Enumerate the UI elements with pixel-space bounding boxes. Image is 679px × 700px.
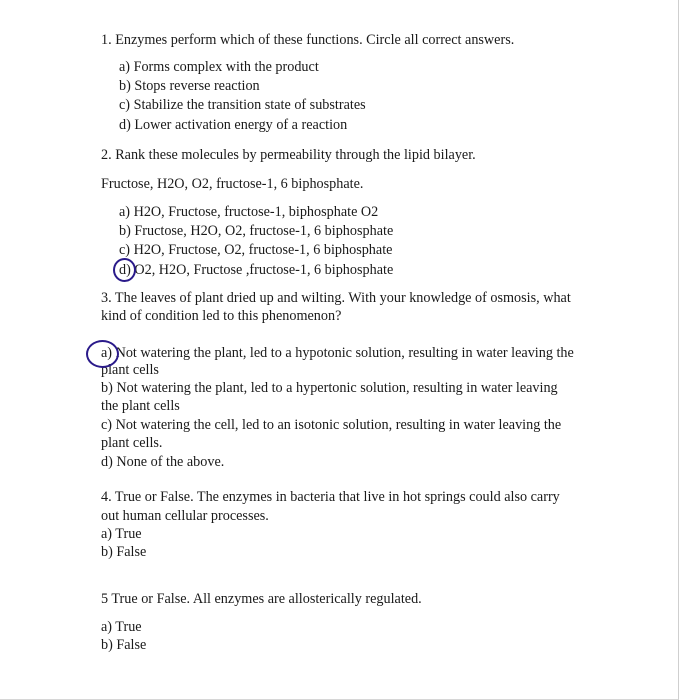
q1-option-c: c) Stabilize the transition state of substrates: [119, 97, 366, 113]
q3-option-c-line1: c) Not watering the cell, led to an isotonic solution, resulting in water leaving the: [101, 417, 562, 433]
q3-question-line1: 3. The leaves of plant dried up and wilting. With your knowledge of osmosis, what: [101, 290, 571, 306]
q2-option-c: c) H2O, Fructose, O2, fructose-1, 6 biphosphate: [119, 242, 393, 258]
handwritten-circle-q3-a: [86, 340, 119, 368]
q4-option-b: b) False: [101, 544, 147, 560]
q5-question: 5 True or False. All enzymes are allosterically regulated.: [101, 591, 422, 607]
handwritten-circle-q2-d: [113, 258, 136, 282]
q2-option-a: a) H2O, Fructose, fructose-1, biphosphate O2: [119, 204, 379, 220]
q1-question: 1. Enzymes perform which of these functions. Circle all correct answers.: [101, 32, 515, 48]
q3-option-b-line2: the plant cells: [101, 398, 180, 414]
q2-option-d: d) O2, H2O, Fructose ,fructose-1, 6 biphosphate: [119, 262, 394, 278]
q5-option-b: b) False: [101, 637, 147, 653]
q4-question-line1: 4. True or False. The enzymes in bacteria that live in hot springs could also carry: [101, 489, 560, 505]
q5-option-a: a) True: [101, 619, 142, 635]
q3-option-a-line1: a) Not watering the plant, led to a hypotonic solution, resulting in water leaving the: [101, 345, 574, 361]
q1-option-d: d) Lower activation energy of a reaction: [119, 117, 348, 133]
q2-molecules: Fructose, H2O, O2, fructose-1, 6 biphosphate.: [101, 176, 364, 192]
q4-option-a: a) True: [101, 526, 142, 542]
q3-question-line2: kind of condition led to this phenomenon?: [101, 308, 342, 324]
q2-question: 2. Rank these molecules by permeability through the lipid bilayer.: [101, 147, 476, 163]
q3-option-b-line1: b) Not watering the plant, led to a hypertonic solution, resulting in water leaving: [101, 380, 558, 396]
q1-option-a: a) Forms complex with the product: [119, 59, 319, 75]
q2-option-b: b) Fructose, H2O, O2, fructose-1, 6 biphosphate: [119, 223, 394, 239]
q1-option-b: b) Stops reverse reaction: [119, 78, 260, 94]
q3-option-d: d) None of the above.: [101, 454, 225, 470]
q4-question-line2: out human cellular processes.: [101, 508, 269, 524]
q3-option-a-line2: plant cells: [101, 362, 159, 378]
q3-option-c-line2: plant cells.: [101, 435, 163, 451]
